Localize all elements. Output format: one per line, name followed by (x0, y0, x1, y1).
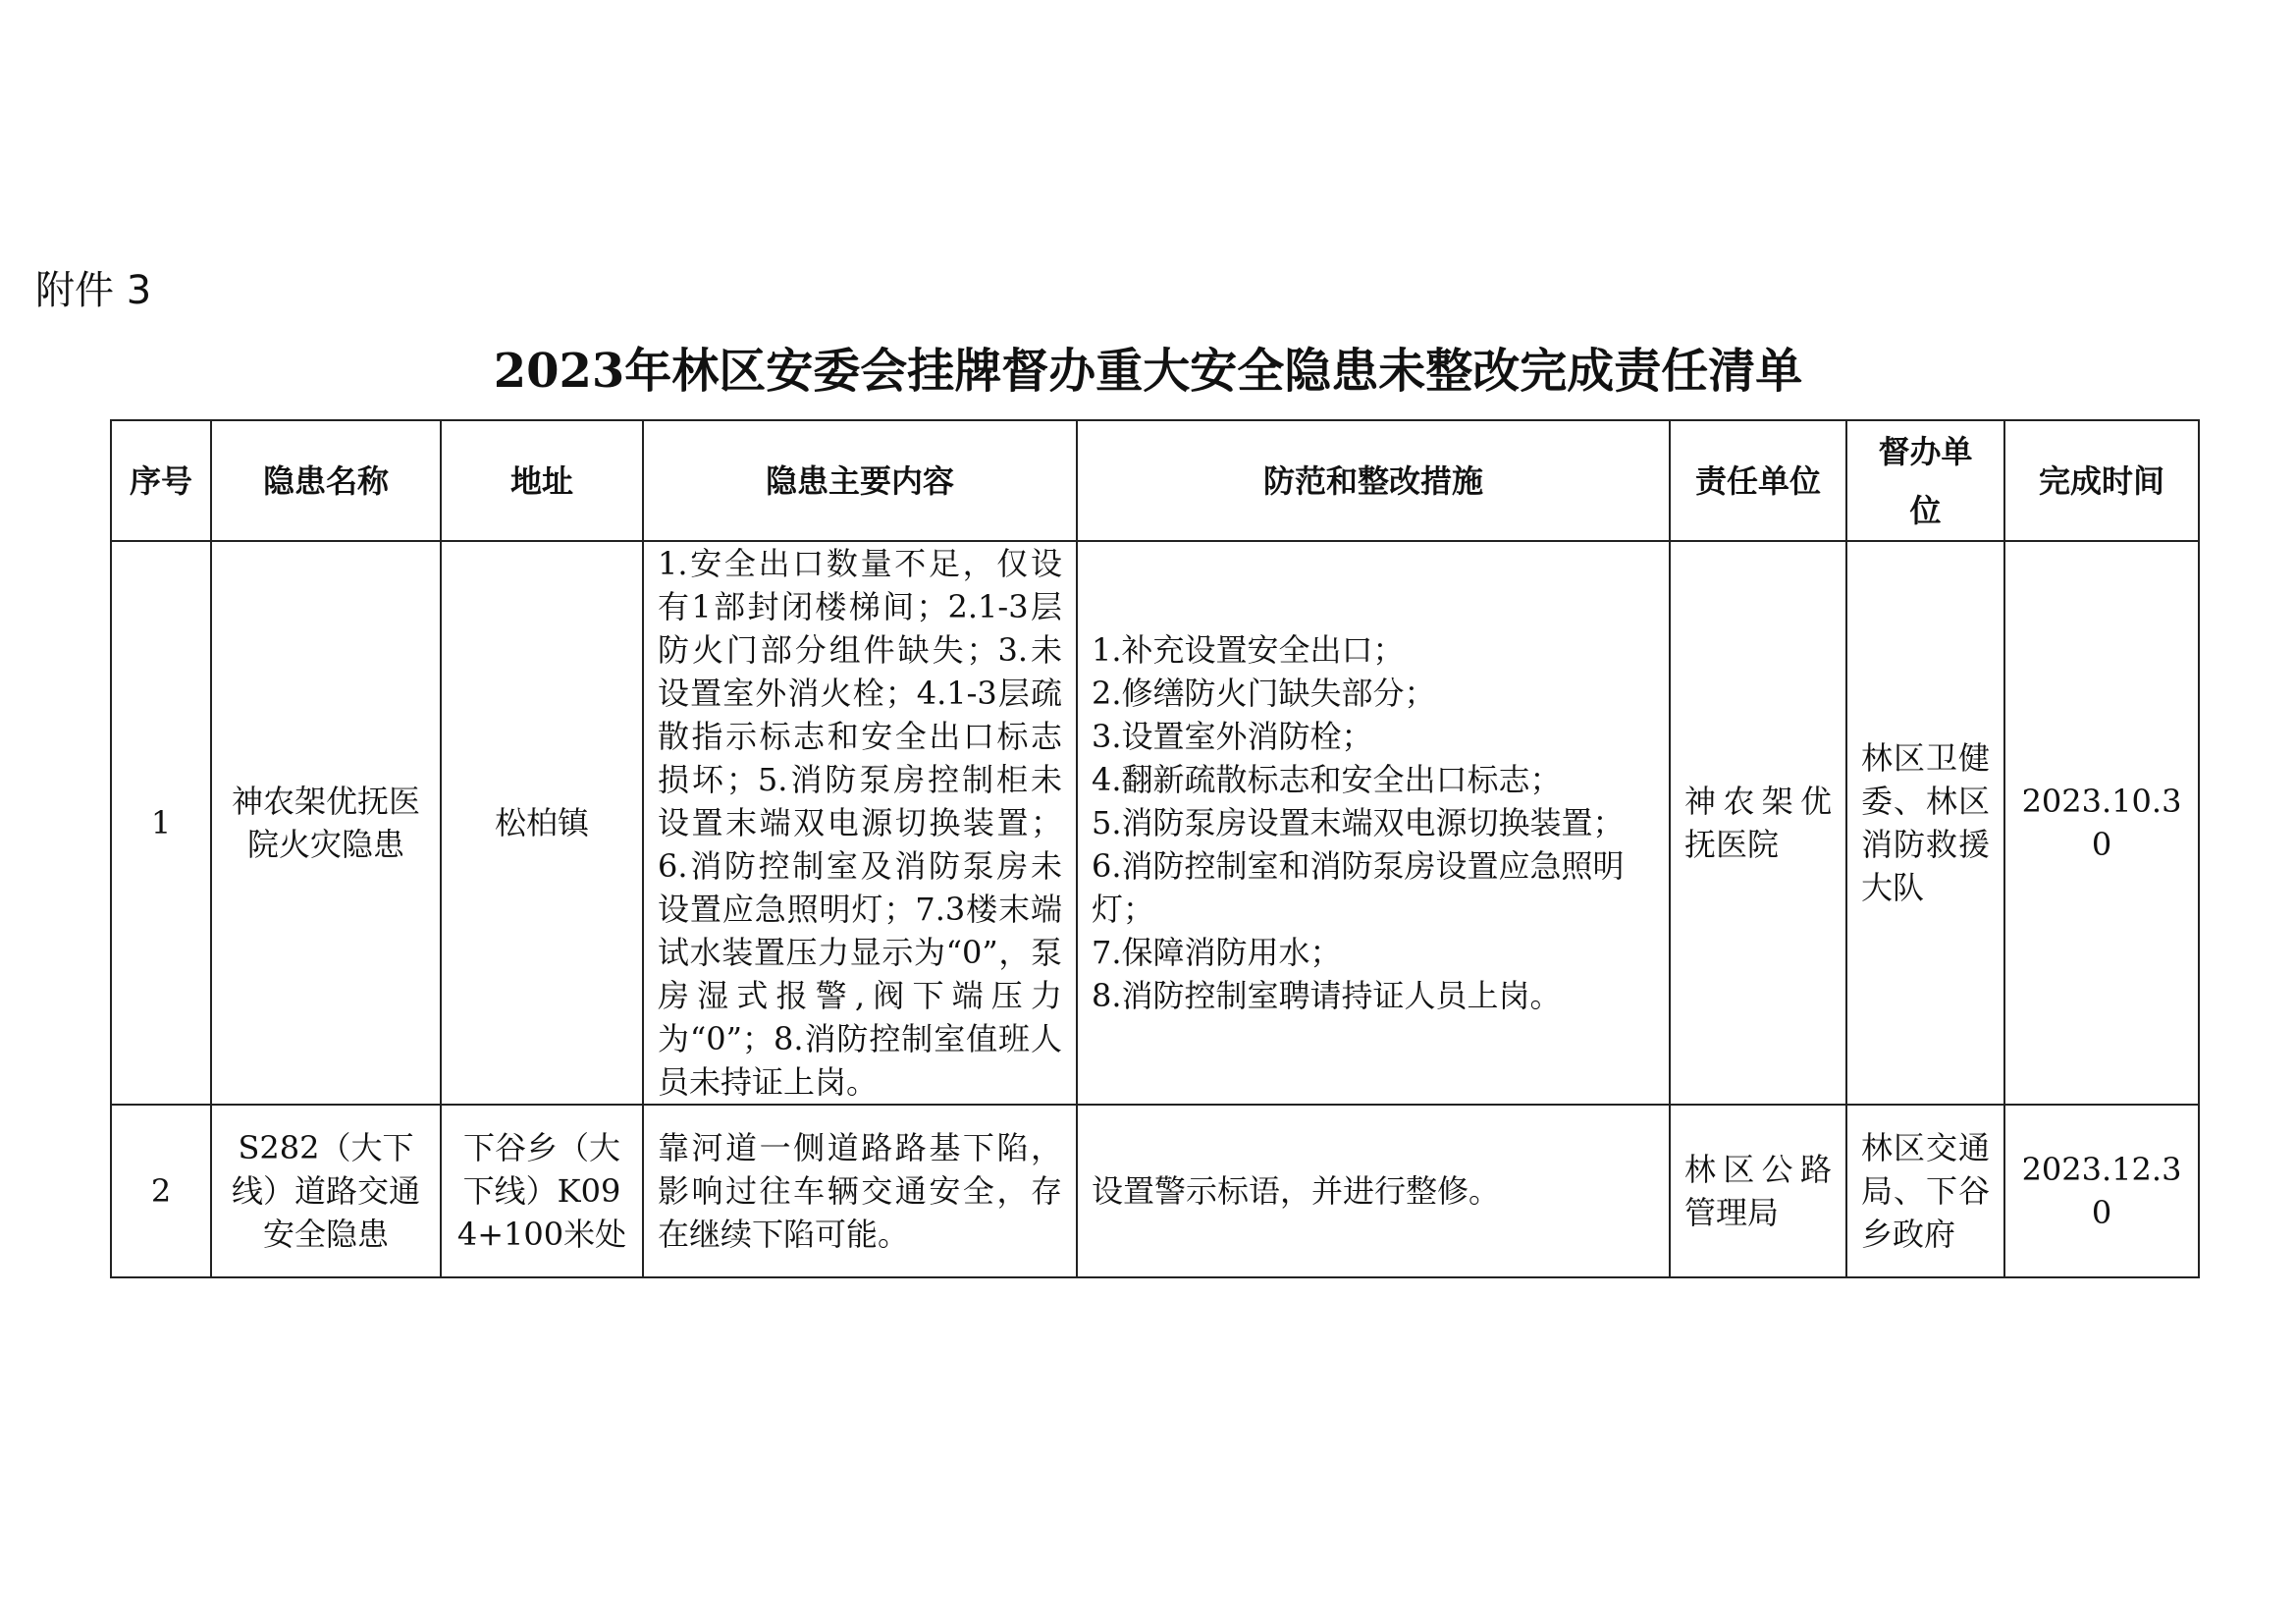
measure-item: 4.翻新疏散标志和安全出口标志； (1092, 761, 1562, 798)
header-unit: 责任单位 (1670, 420, 1846, 541)
header-content: 隐患主要内容 (643, 420, 1077, 541)
measure-item: 1.补充设置安全出口； (1092, 631, 1405, 669)
table-row (111, 1105, 2199, 1277)
measure-item: 8.消防控制室聘请持证人员上岗。 (1092, 977, 1562, 1014)
header-supervisor: 督办单位 (1846, 420, 2004, 541)
header-name: 隐患名称 (211, 420, 441, 541)
header-address: 地址 (441, 420, 643, 541)
header-seq: 序号 (111, 420, 211, 541)
cell-deadline: 2023.10.30 (2004, 541, 2199, 1105)
header-measures: 防范和整改措施 (1077, 420, 1670, 541)
document-title: 2023年林区安委会挂牌督办重大安全隐患未整改完成责任清单 (493, 344, 1803, 399)
table-row (111, 541, 2199, 1105)
measure-item: 5.消防泵房设置末端双电源切换装置； (1092, 804, 1625, 841)
cell-seq: 1 (111, 541, 211, 1105)
cell-address: 下谷乡（大下线）K094+100米处 (441, 1105, 643, 1277)
measure-item: 6.消防控制室和消防泵房设置应急照明灯； (1092, 847, 1625, 928)
cell-unit: 神农架优抚医院 (1670, 541, 1846, 1105)
cell-name: 神农架优抚医院火灾隐患 (211, 541, 441, 1105)
cell-address: 松柏镇 (441, 541, 643, 1105)
measures-list (1092, 628, 1655, 1017)
measure-item: 7.保障消防用水； (1092, 934, 1342, 971)
measure-item: 设置警示标语，并进行整修。 (1092, 1172, 1501, 1210)
cell-name: S282（大下线）道路交通安全隐患 (211, 1105, 441, 1277)
measure-item: 3.设置室外消防栓； (1092, 718, 1373, 755)
cell-content: 靠河道一侧道路路基下陷，影响过往车辆交通安全，存在继续下陷可能。 (643, 1105, 1077, 1277)
measures-list (1092, 1169, 1655, 1213)
cell-content: 1.安全出口数量不足，仅设有1部封闭楼梯间；2.1-3层防火门部分组件缺失；3.未设置室外消火栓；4.1-3层疏散指示标志和安全出口标志损坏；5.消防泵房控制柜未设置末端双电源切换装置；6.消防控制室及消防泵房未设置应急照明灯；7.3楼末端试水装置压力显示为“0”，泵房湿式报警,阀下端压力为“0”；8.消防控制室值班人员未持证上岗。 (643, 541, 1077, 1105)
table-header-row (111, 420, 2199, 541)
header-deadline: 完成时间 (2004, 420, 2199, 541)
cell-measures (1077, 541, 1670, 1105)
cell-unit: 林区公路管理局 (1670, 1105, 1846, 1277)
responsibility-table (110, 419, 2200, 1278)
cell-supervisor: 林区交通局、下谷乡政府 (1846, 1105, 2004, 1277)
cell-deadline: 2023.12.30 (2004, 1105, 2199, 1277)
cell-measures (1077, 1105, 1670, 1277)
cell-supervisor: 林区卫健委、林区消防救援大队 (1846, 541, 2004, 1105)
attachment-label: 附件 3 (35, 268, 152, 313)
measure-item: 2.修缮防火门缺失部分； (1092, 675, 1436, 712)
cell-seq: 2 (111, 1105, 211, 1277)
